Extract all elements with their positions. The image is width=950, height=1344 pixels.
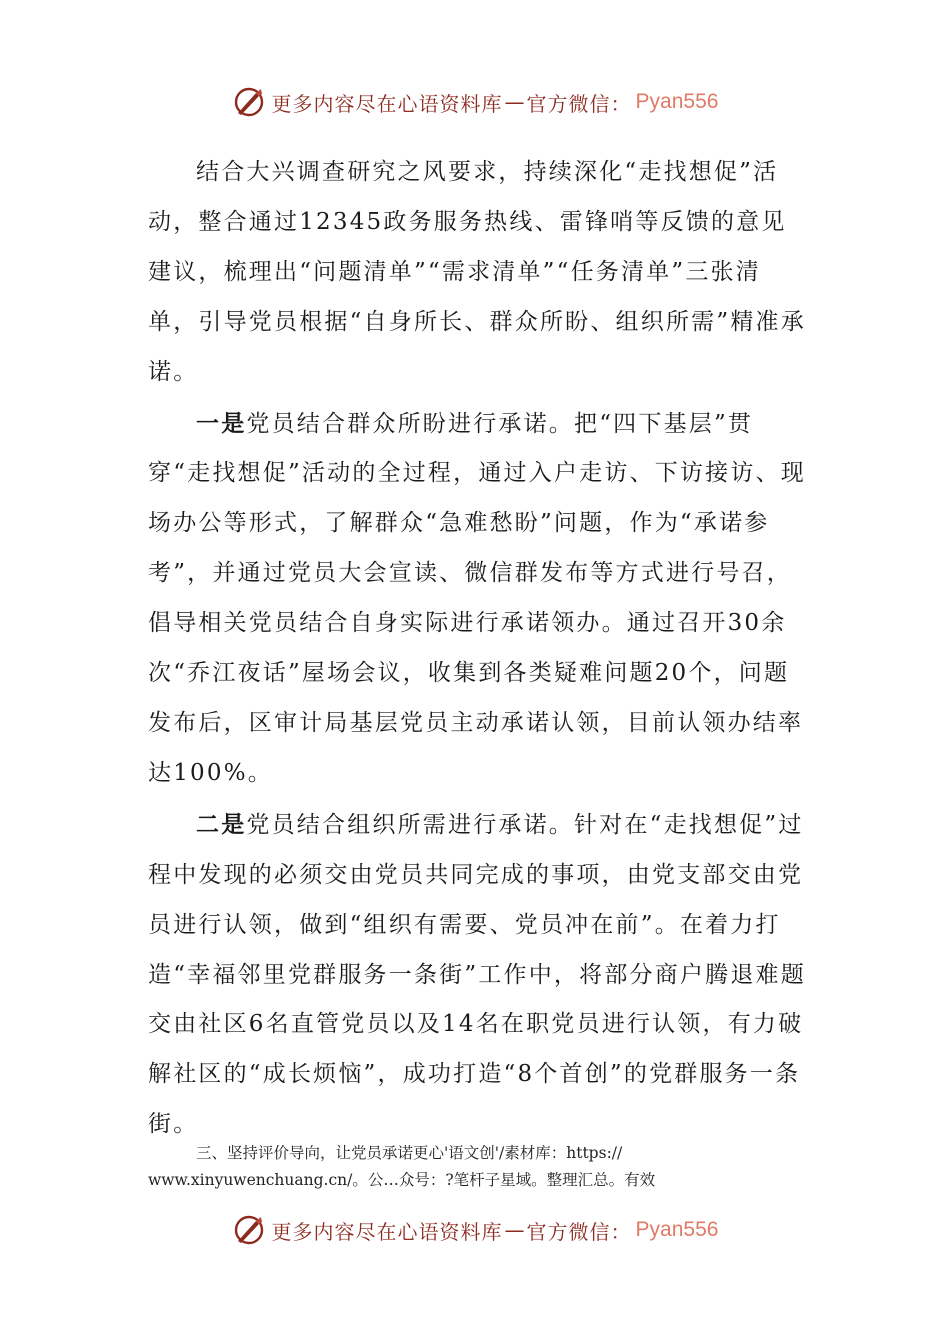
header-banner [0,82,950,122]
paragraph-lead: 二是 [196,810,247,838]
paragraph-point-one [148,399,808,799]
banner-wechat-label: 官方微信： [526,91,632,116]
banner-separator: — [504,1218,525,1242]
paragraph-text: 党员结合组织所需进行承诺。针对在“走找想促”过程中发现的必须交由党员共同完成的事项，由党支部交由党员进行认领，做到“组织有需要、党员冲在前”。在着力打造“幸福邻里党群服务一条街”工作中，将部分商户腾退难题交由社区6名直管党员以及14名在职党员进行认领，有力破解社区的“成长烦恼”，成功打造“8个首创”的党群服务一条街。 [148,811,806,1138]
pen-circle-logo-icon [232,85,266,119]
footer-banner [0,1210,950,1250]
paragraph-text: 党员结合群众所盼进行承诺。把“四下基层”贯穿“走找想促”活动的全过程，通过入户走访、下访接访、现场办公等形式，了解群众“急难愁盼”问题，作为“承诺参考”，并通过党员大会宣读、微信群发布等方式进行号召，倡导相关党员结合自身实际进行承诺领办。通过召开30余次“乔江夜话”屋场会议，收集到各类疑难问题20个，问题发布后，区审计局基层党员主动承诺认领，目前认领办结率达100%。 [148,410,806,786]
pen-circle-logo-icon [232,1213,266,1247]
footnote-line-2: www.xinyuwenchuang.cn/。公…众号：?笔杆子星域。整理汇总。有效 [148,1171,656,1189]
paragraph-lead: 一是 [196,409,247,437]
document-body [148,148,808,1150]
banner-title: 更多内容尽在心语资料库 [271,1219,503,1244]
paragraph-point-two [148,800,808,1150]
banner-title: 更多内容尽在心语资料库 [271,91,503,116]
banner-wechat-label: 官方微信： [526,1219,632,1244]
paragraph-text: 结合大兴调查研究之风要求，持续深化“走找想促”活动，整合通过12345政务服务热线、雷锋哨等反馈的意见建议，梳理出“问题清单”“需求清单”“任务清单”三张清单，引导党员根据“自身所长、群众所盼、组织所需”精准承诺。 [148,159,806,385]
footnote-line-1: 三、坚持评价导向，让党员承诺更心'语文创'/素材库：https:// [196,1144,623,1162]
banner-wechat-id: Pyan556 [635,90,719,113]
banner-wechat-id: Pyan556 [635,1218,719,1241]
paragraph-intro [148,148,808,398]
watermark-footnote [148,1140,788,1194]
banner-separator: — [504,90,525,114]
